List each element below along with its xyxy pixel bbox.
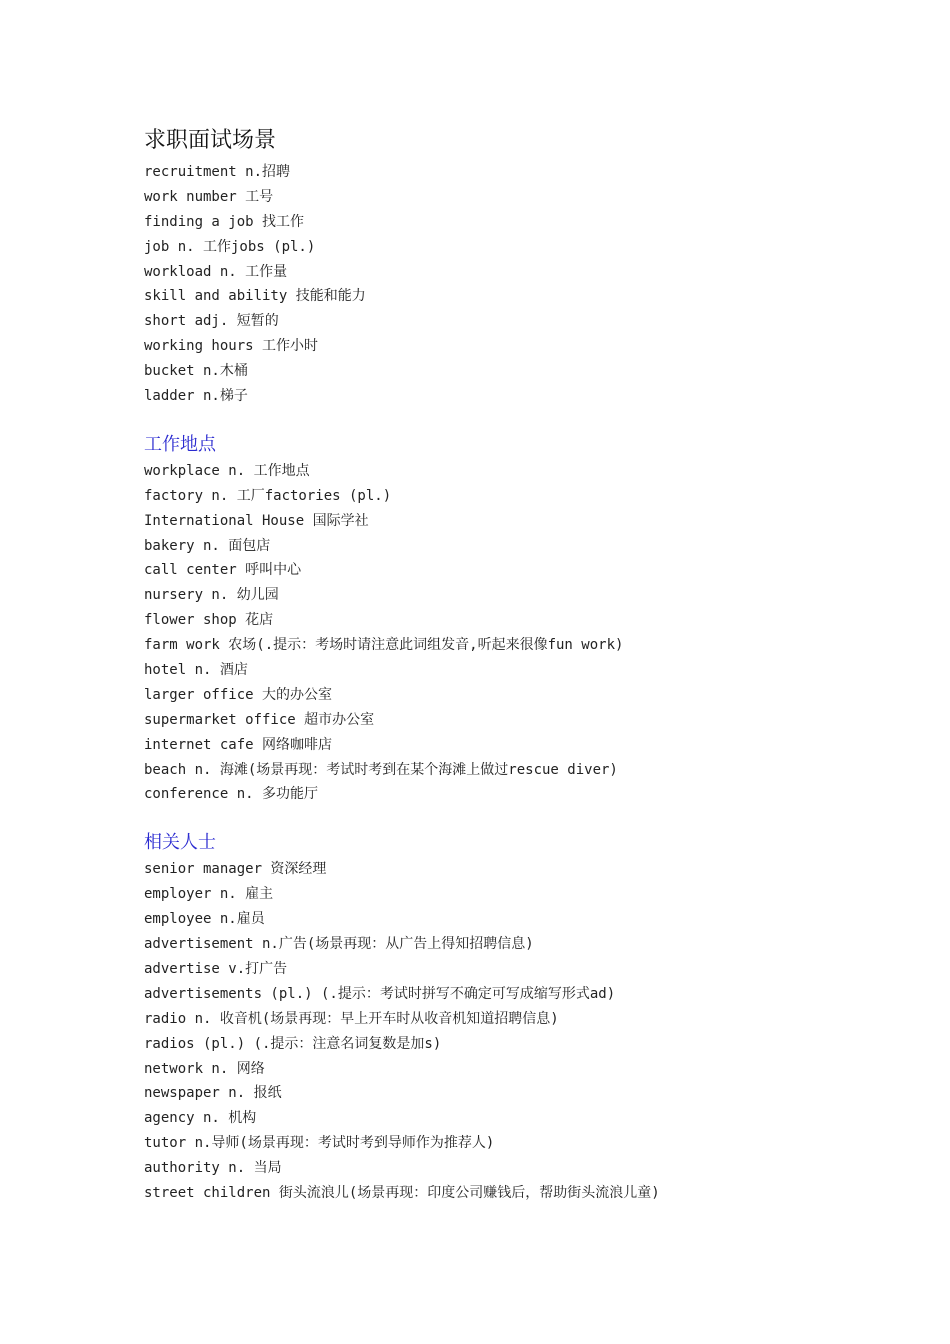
vocab-entry: advertisements (pl.) (.提示：考试时拼写不确定可写成缩写形式ad) xyxy=(144,985,616,1002)
document-title: 求职面试场景 xyxy=(144,128,277,153)
section-spacer xyxy=(144,409,924,430)
vocab-entry: radios (pl.) (.提示：注意名词复数是加s) xyxy=(144,1035,442,1052)
vocab-entry: advertise v.打广告 xyxy=(144,960,288,977)
vocab-entry: authority n. 当局 xyxy=(144,1160,282,1177)
section-spacer xyxy=(144,807,924,828)
vocab-entry: radio n. 收音机(场景再现：早上开车时从收音机知道招聘信息) xyxy=(144,1010,559,1027)
document-page xyxy=(144,122,924,1206)
vocab-entry: senior manager 资深经理 xyxy=(144,861,327,878)
vocab-entry: workplace n. 工作地点 xyxy=(144,462,310,479)
vocab-entry: working hours 工作小时 xyxy=(144,338,319,355)
vocab-entry: bakery n. 面包店 xyxy=(144,537,271,554)
vocab-entry: work number 工号 xyxy=(144,188,274,205)
vocab-entry: workload n. 工作量 xyxy=(144,263,288,280)
section-heading-workplace: 工作地点 xyxy=(144,433,216,455)
vocab-entry: finding a job 找工作 xyxy=(144,213,305,230)
vocab-entry: street children 街头流浪儿(场景再现：印度公司赚钱后，帮助街头流浪儿童) xyxy=(144,1184,660,1201)
vocab-entry: skill and ability 技能和能力 xyxy=(144,288,366,305)
vocab-entry: advertisement n.广告(场景再现：从广告上得知招聘信息) xyxy=(144,936,534,953)
vocab-entry: employer n. 雇主 xyxy=(144,886,274,903)
vocab-entry: newspaper n. 报纸 xyxy=(144,1085,282,1102)
vocab-entry: flower shop 花店 xyxy=(144,612,274,629)
vocab-entry: beach n. 海滩(场景再现：考试时考到在某个海滩上做过rescue diver) xyxy=(144,761,618,778)
vocab-entry: farm work 农场(.提示：考场时请注意此词组发音,听起来很像fun work) xyxy=(144,637,624,654)
vocab-entry: internet cafe 网络咖啡店 xyxy=(144,736,333,753)
vocab-entry: recruitment n.招聘 xyxy=(144,164,291,180)
vocab-entry: factory n. 工厂factories (pl.) xyxy=(144,487,392,504)
vocab-entry: short adj. 短暂的 xyxy=(144,313,279,330)
vocab-entry: network n. 网络 xyxy=(144,1060,265,1077)
vocab-entry: International House 国际学社 xyxy=(144,512,369,529)
section-related-people xyxy=(144,828,924,1205)
section-workplace xyxy=(144,430,924,807)
section-job-hunting xyxy=(144,160,924,409)
vocab-entry: employee n.雇员 xyxy=(144,911,265,928)
vocab-entry: call center 呼叫中心 xyxy=(144,562,302,579)
vocab-entry: agency n. 机构 xyxy=(144,1110,257,1127)
vocab-entry: bucket n.木桶 xyxy=(144,363,248,380)
vocab-entry: hotel n. 酒店 xyxy=(144,662,248,679)
section-heading-related-people: 相关人士 xyxy=(144,832,216,854)
vocab-entry: job n. 工作jobs (pl.) xyxy=(144,238,316,255)
vocab-entry: tutor n.导师(场景再现：考试时考到导师作为推荐人) xyxy=(144,1135,495,1152)
vocab-entry: larger office 大的办公室 xyxy=(144,686,333,703)
vocab-entry: supermarket office 超市办公室 xyxy=(144,711,375,728)
vocab-entry: nursery n. 幼儿园 xyxy=(144,587,279,604)
vocab-entry: ladder n.梯子 xyxy=(144,388,248,405)
vocab-entry: conference n. 多功能厅 xyxy=(144,786,319,803)
